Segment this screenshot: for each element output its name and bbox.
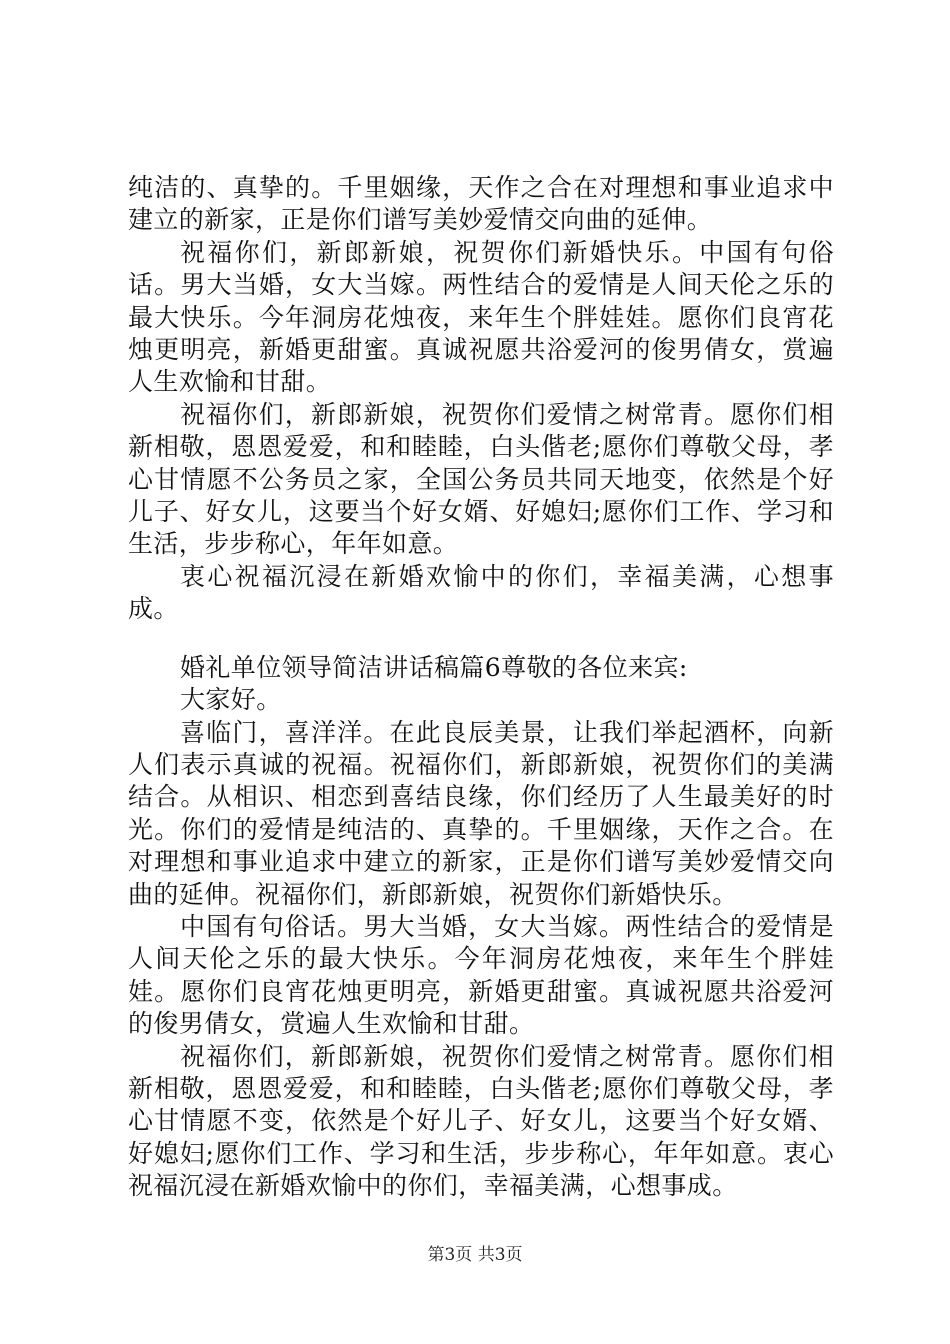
page-number-footer: 第3页 共3页: [427, 1245, 523, 1265]
paragraph-8: 中国有句俗话。男大当婚，女大当嫁。两性结合的爱情是人间天伦之乐的最大快乐。今年洞房花烛夜，来年生个胖娃娃。愿你们良宵花烛更明亮，新婚更甜蜜。真诚祝愿共浴爱河的俊男倩女，赏遍人生欢愉和甘甜。: [128, 911, 834, 1039]
paragraph-9: 祝福你们，新郎新娘，祝贺你们爱情之树常青。愿你们相新相敬，恩恩爱爱，和和睦睦，白头偕老;愿你们尊敬父母，孝心甘情愿不变，依然是个好儿子、好女儿，这要当个好女婿、好媳妇;愿你们工作、学习和生活，步步称心，年年如意。衷心祝福沉浸在新婚欢愉中的你们，幸福美满，心想事成。: [128, 1041, 834, 1201]
paragraph-1: 纯洁的、真挚的。千里姻缘，天作之合在对理想和事业追求中建立的新家，正是你们谱写美妙爱情交向曲的延伸。: [128, 173, 834, 235]
paragraph-7: 喜临门，喜洋洋。在此良辰美景，让我们举起酒杯，向新人们表示真诚的祝福。祝福你们，新郎新娘，祝贺你们的美满结合。从相识、相恋到喜结良缘，你们经历了人生最美好的时光。你们的爱情是纯洁的、真挚的。千里姻缘，天作之合。在对理想和事业追求中建立的新家，正是你们谱写美妙爱情交向曲的延伸。祝福你们，新郎新娘，祝贺你们新婚快乐。: [128, 717, 834, 909]
paragraph-4: 衷心祝福沉浸在新婚欢愉中的你们，幸福美满，心想事成。: [128, 561, 834, 624]
document-body: [128, 172, 834, 1203]
paragraph-2: 祝福你们，新郎新娘，祝贺你们新婚快乐。中国有句俗话。男大当婚，女大当嫁。两性结合的爱情是人间天伦之乐的最大快乐。今年洞房花烛夜，来年生个胖娃娃。愿你们良宵花烛更明亮，新婚更甜蜜。真诚祝愿共浴爱河的俊男倩女，赏遍人生欢愉和甘甜。: [128, 237, 834, 397]
paragraph-3: 祝福你们，新郎新娘，祝贺你们爱情之树常青。愿你们相新相敬，恩恩爱爱，和和睦睦，白头偕老;愿你们尊敬父母，孝心甘情愿不公务员之家，全国公务员共同天地变，依然是个好儿子、好女儿，这要当个好女婿、好媳妇;愿你们工作、学习和生活，步步称心，年年如意。: [128, 399, 834, 559]
section-heading: 婚礼单位领导简洁讲话稿篇6尊敬的各位来宾:: [180, 652, 688, 682]
greeting: 大家好。: [180, 685, 282, 715]
